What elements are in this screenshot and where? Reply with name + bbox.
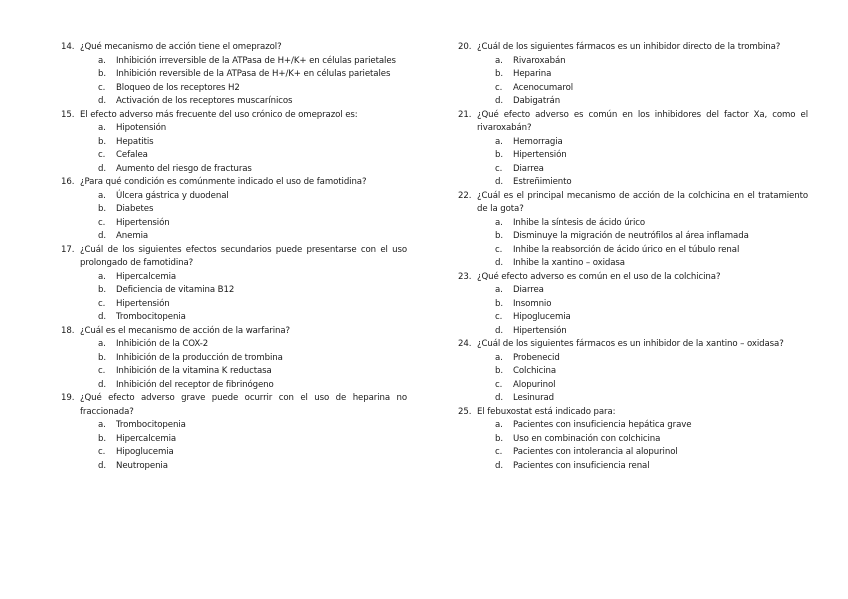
- option-text: Inhibe la reabsorción de ácido úrico en el túbulo renal: [513, 244, 740, 255]
- answer-option: [98, 95, 407, 109]
- option-text: Rivaroxabán: [513, 55, 566, 66]
- question: [61, 176, 407, 190]
- option-text: Activación de los receptores muscarínicos: [116, 96, 293, 106]
- answer-option: [98, 338, 407, 352]
- option-letter: b.: [495, 366, 503, 376]
- question-block: [61, 176, 407, 244]
- answer-option: [495, 230, 808, 244]
- question: [458, 109, 808, 136]
- option-letter: b.: [495, 231, 503, 241]
- option-letter: d.: [98, 231, 106, 241]
- option-text: Bloqueo de los receptores H2: [116, 82, 240, 93]
- answer-option: [495, 298, 808, 312]
- option-text: Uso en combinación con colchicina: [513, 433, 661, 444]
- answer-option: [495, 379, 808, 393]
- answer-option: [495, 149, 808, 163]
- option-text: Inhibe la síntesis de ácido úrico: [513, 217, 646, 228]
- option-letter: a.: [495, 352, 503, 363]
- option-letter: b.: [495, 298, 503, 309]
- option-text: Hipotensión: [116, 123, 167, 133]
- option-letter: b.: [98, 433, 106, 444]
- option-letter: b.: [98, 204, 106, 214]
- option-letter: b.: [98, 352, 106, 363]
- question-text: ¿Para qué condición es comúnmente indicado el uso de famotidina?: [80, 177, 367, 187]
- option-text: Inhibición de la COX-2: [116, 339, 209, 349]
- option-text: Hipertensión: [513, 325, 567, 336]
- answer-option: [495, 284, 808, 298]
- question: [458, 190, 808, 217]
- option-letter: c.: [98, 298, 106, 309]
- question-text: El febuxostat está indicado para:: [477, 406, 616, 417]
- option-text: Hipertensión: [513, 150, 567, 160]
- answer-option: [495, 176, 808, 190]
- answer-option: [98, 433, 407, 447]
- option-letter: d.: [495, 258, 503, 268]
- option-letter: b.: [98, 285, 106, 295]
- option-letter: d.: [98, 163, 106, 174]
- question-number: 24.: [458, 339, 472, 349]
- question-block: [61, 392, 407, 473]
- question-number: 22.: [458, 190, 472, 201]
- option-letter: a.: [98, 420, 106, 430]
- answer-option: [98, 352, 407, 366]
- question: [458, 406, 808, 420]
- option-text: Inhibición de la producción de trombina: [116, 352, 283, 363]
- answer-option: [98, 460, 407, 474]
- answer-option: [495, 419, 808, 433]
- answer-option: [495, 460, 808, 474]
- option-text: Hipoglucemia: [513, 312, 571, 322]
- question-number: 14.: [61, 42, 75, 52]
- option-letter: c.: [98, 217, 106, 228]
- option-letter: d.: [495, 325, 503, 336]
- question: [61, 41, 407, 55]
- answer-option: [495, 163, 808, 177]
- option-text: Estreñimiento: [513, 177, 572, 187]
- answer-option: [495, 257, 808, 271]
- option-letter: a.: [98, 55, 106, 66]
- option-letter: d.: [495, 177, 503, 187]
- option-letter: b.: [495, 69, 503, 79]
- question: [458, 41, 808, 55]
- answer-option: [98, 365, 407, 379]
- answer-option: [98, 379, 407, 393]
- question-number: 25.: [458, 406, 472, 417]
- answer-option: [495, 82, 808, 96]
- answer-option: [495, 55, 808, 69]
- option-letter: a.: [495, 420, 503, 430]
- question-text: ¿Cuál es el principal mecanismo de acción de la colchicina en el tratamiento de la gota?: [477, 190, 808, 214]
- question-block: [458, 338, 808, 406]
- question-text: ¿Cuál de los siguientes fármacos es un inhibidor directo de la trombina?: [477, 42, 781, 52]
- option-letter: a.: [98, 271, 106, 282]
- option-letter: c.: [98, 366, 106, 376]
- option-text: Hipoglucemia: [116, 447, 174, 457]
- option-letter: c.: [98, 82, 106, 93]
- question: [458, 338, 808, 352]
- question-text: El efecto adverso más frecuente del uso crónico de omeprazol es:: [80, 109, 358, 120]
- option-letter: c.: [495, 82, 503, 93]
- option-letter: c.: [495, 312, 503, 322]
- option-text: Aumento del riesgo de fracturas: [116, 163, 252, 174]
- option-text: Neutropenia: [116, 460, 168, 471]
- option-letter: c.: [495, 379, 503, 390]
- question-number: 18.: [61, 325, 75, 336]
- option-text: Hipercalcemia: [116, 271, 177, 282]
- option-letter: d.: [495, 393, 503, 403]
- question-text: ¿Qué efecto adverso grave puede ocurrir con el uso de heparina no fraccionada?: [80, 393, 407, 417]
- answer-option: [98, 190, 407, 204]
- right-column: [458, 41, 808, 473]
- option-letter: b.: [495, 150, 503, 160]
- question-block: [61, 41, 407, 109]
- answer-option: [98, 149, 407, 163]
- answer-option: [98, 203, 407, 217]
- question-block: [61, 109, 407, 177]
- option-letter: a.: [495, 217, 503, 228]
- question: [61, 109, 407, 123]
- answer-option: [98, 230, 407, 244]
- option-letter: b.: [98, 69, 106, 79]
- option-text: Cefalea: [116, 150, 148, 160]
- option-text: Lesinurad: [513, 393, 555, 403]
- option-letter: a.: [98, 190, 106, 201]
- question-text: ¿Cuál es el mecanismo de acción de la warfarina?: [80, 325, 291, 336]
- answer-option: [98, 55, 407, 69]
- answer-option: [495, 365, 808, 379]
- answer-option: [495, 311, 808, 325]
- option-letter: a.: [98, 123, 106, 133]
- answer-option: [98, 311, 407, 325]
- option-letter: a.: [495, 55, 503, 66]
- answer-option: [495, 136, 808, 150]
- option-text: Trombocitopenia: [116, 312, 186, 322]
- answer-option: [98, 217, 407, 231]
- option-text: Deficiencia de vitamina B12: [116, 285, 235, 295]
- question-number: 16.: [61, 177, 75, 187]
- question-number: 20.: [458, 42, 472, 52]
- option-text: Diabetes: [116, 204, 154, 214]
- answer-option: [495, 392, 808, 406]
- option-text: Pacientes con intolerancia al alopurinol: [513, 447, 678, 457]
- answer-option: [495, 217, 808, 231]
- question-block: [458, 41, 808, 109]
- option-text: Alopurinol: [513, 379, 556, 390]
- option-letter: a.: [495, 136, 503, 147]
- option-text: Anemia: [116, 231, 149, 241]
- question: [61, 244, 407, 271]
- option-text: Acenocumarol: [513, 82, 574, 93]
- option-text: Dabigatrán: [513, 96, 561, 106]
- question: [61, 325, 407, 339]
- option-letter: d.: [98, 312, 106, 322]
- question-number: 23.: [458, 271, 472, 282]
- option-text: Colchicina: [513, 366, 557, 376]
- answer-option: [98, 271, 407, 285]
- question-number: 21.: [458, 109, 472, 120]
- option-text: Probenecid: [513, 352, 560, 363]
- answer-option: [495, 68, 808, 82]
- question-number: 19.: [61, 393, 75, 403]
- answer-option: [98, 136, 407, 150]
- option-text: Hemorragia: [513, 136, 563, 147]
- answer-option: [98, 298, 407, 312]
- answer-option: [98, 284, 407, 298]
- option-letter: d.: [98, 379, 106, 390]
- option-letter: b.: [495, 433, 503, 444]
- option-text: Pacientes con insuficiencia renal: [513, 460, 650, 471]
- option-text: Pacientes con insuficiencia hepática grave: [513, 420, 692, 430]
- question-number: 17.: [61, 244, 75, 255]
- question-text: ¿Qué efecto adverso es común en el uso de la colchicina?: [477, 271, 721, 282]
- answer-option: [98, 68, 407, 82]
- question-text: ¿Cuál de los siguientes efectos secundarios puede presentarse con el uso prolongado de famotidina?: [80, 244, 407, 268]
- question-block: [458, 406, 808, 474]
- answer-option: [98, 122, 407, 136]
- question: [61, 392, 407, 419]
- option-text: Hipercalcemia: [116, 433, 177, 444]
- option-text: Inhibición de la vitamina K reductasa: [116, 366, 272, 376]
- option-letter: c.: [98, 447, 106, 457]
- option-letter: c.: [495, 244, 503, 255]
- option-text: Insomnio: [513, 298, 552, 309]
- option-text: Diarrea: [513, 163, 544, 174]
- question-block: [458, 190, 808, 271]
- option-text: Trombocitopenia: [116, 420, 186, 430]
- answer-option: [495, 325, 808, 339]
- option-text: Diarrea: [513, 285, 544, 295]
- answer-option: [495, 95, 808, 109]
- option-letter: a.: [495, 285, 503, 295]
- option-text: Inhibición irreversible de la ATPasa de H+/K+ en células parietales: [116, 55, 396, 66]
- left-column: [61, 41, 407, 473]
- option-letter: c.: [98, 150, 106, 160]
- answer-option: [495, 352, 808, 366]
- option-letter: c.: [495, 447, 503, 457]
- option-text: Inhibición reversible de la ATPasa de H+/K+ en células parietales: [116, 69, 391, 79]
- option-text: Disminuye la migración de neutrófilos al área inflamada: [513, 231, 749, 241]
- answer-option: [495, 433, 808, 447]
- question-text: ¿Cuál de los siguientes fármacos es un inhibidor de la xantino – oxidasa?: [477, 339, 784, 349]
- question-text: ¿Qué efecto adverso es común en los inhibidores del factor Xa, como el rivaroxabán?: [477, 109, 808, 133]
- question-block: [61, 244, 407, 325]
- question-number: 15.: [61, 109, 75, 120]
- answer-option: [98, 419, 407, 433]
- option-letter: a.: [98, 339, 106, 349]
- option-letter: d.: [98, 96, 106, 106]
- question: [458, 271, 808, 285]
- option-letter: d.: [495, 460, 503, 471]
- option-text: Úlcera gástrica y duodenal: [116, 190, 229, 201]
- option-text: Hipertensión: [116, 298, 170, 309]
- question-block: [458, 271, 808, 339]
- option-text: Hepatitis: [116, 136, 154, 147]
- answer-option: [98, 82, 407, 96]
- option-text: Inhibición del receptor de fibrinógeno: [116, 379, 274, 390]
- question-block: [61, 325, 407, 393]
- answer-option: [98, 163, 407, 177]
- answer-option: [495, 446, 808, 460]
- option-text: Hipertensión: [116, 217, 170, 228]
- question-block: [458, 109, 808, 190]
- option-letter: c.: [495, 163, 503, 174]
- answer-option: [495, 244, 808, 258]
- option-letter: d.: [495, 96, 503, 106]
- option-text: Inhibe la xantino – oxidasa: [513, 258, 625, 268]
- option-letter: d.: [98, 460, 106, 471]
- answer-option: [98, 446, 407, 460]
- question-text: ¿Qué mecanismo de acción tiene el omeprazol?: [80, 42, 282, 52]
- option-letter: b.: [98, 136, 106, 147]
- option-text: Heparina: [513, 69, 552, 79]
